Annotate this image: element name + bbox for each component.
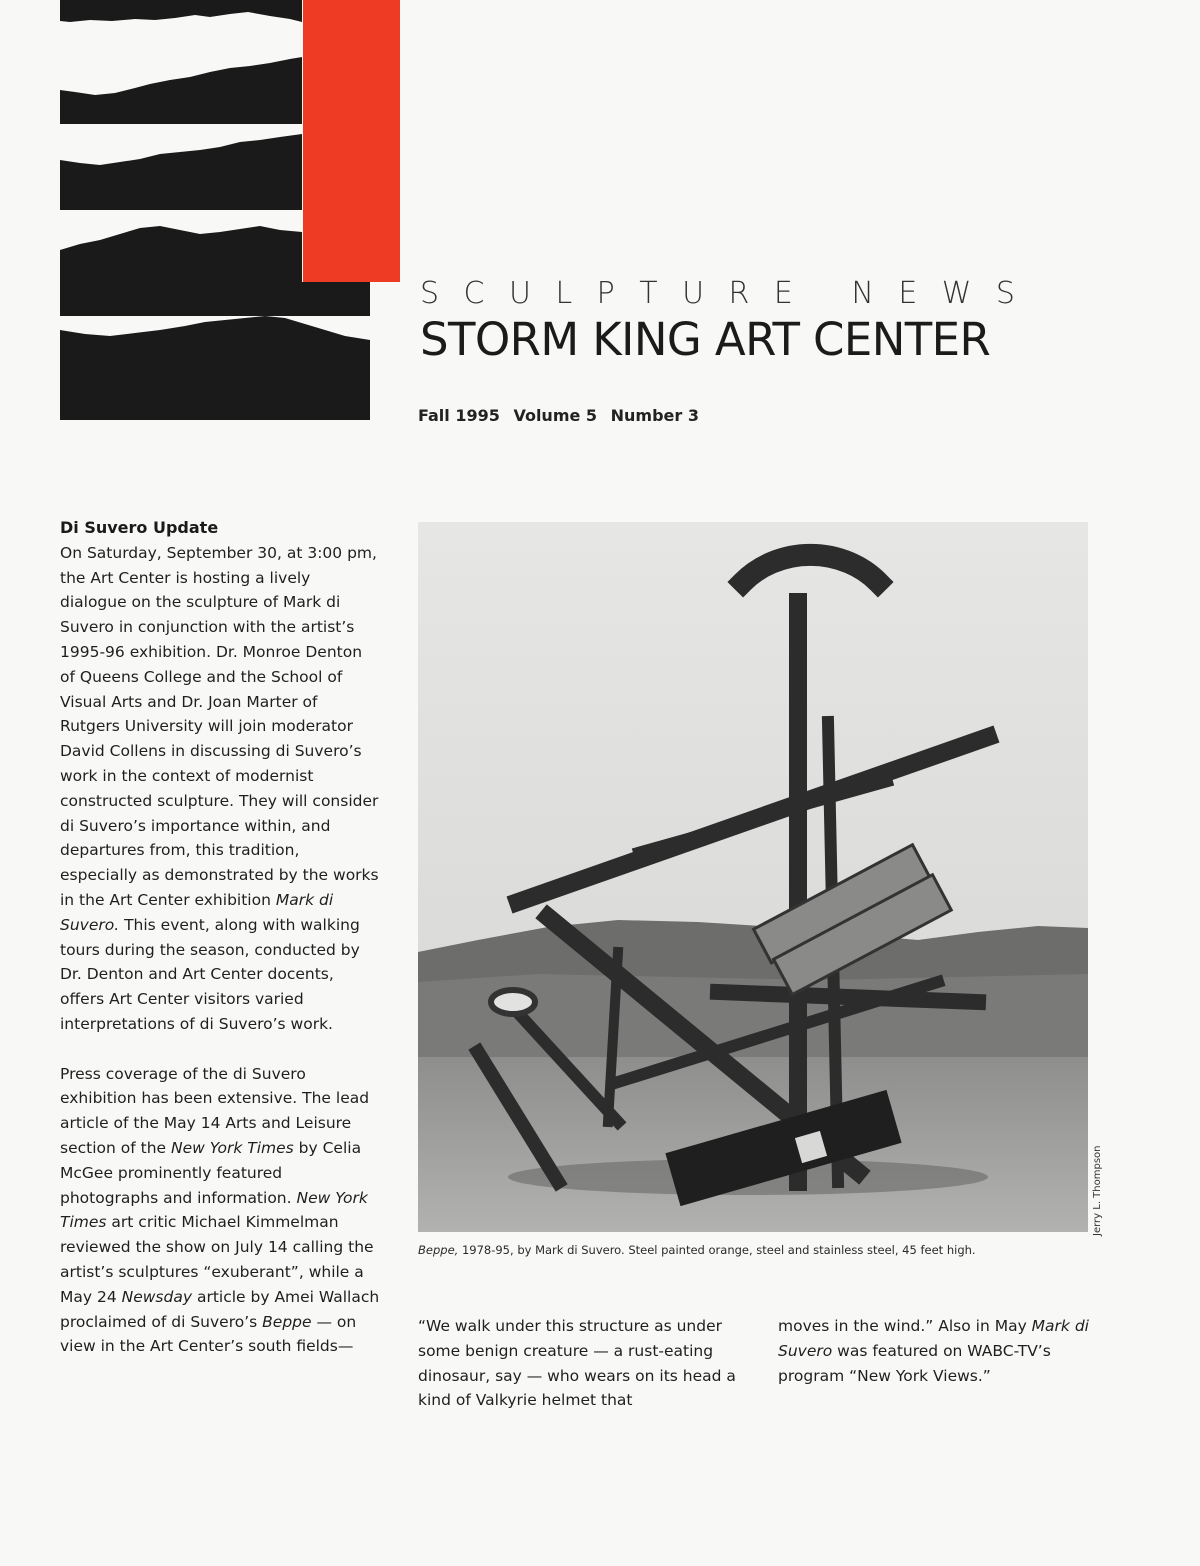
logo-mountain-band-5 bbox=[60, 316, 370, 420]
sculpture-photograph bbox=[418, 522, 1088, 1232]
storm-king-logo bbox=[0, 0, 400, 440]
article-column-2 bbox=[418, 1314, 738, 1413]
caption-text: 1978-95, by Mark di Suvero. Steel painted orange, steel and stainless steel, 45 feet high. bbox=[458, 1243, 976, 1257]
caption-title: Beppe, bbox=[418, 1243, 459, 1257]
masthead bbox=[420, 276, 1120, 366]
article-quote: “We walk under this structure as under some benign creature — a rust-eating dinosaur, say — who wears on its head a kind of Valkyrie helmet that bbox=[418, 1317, 736, 1410]
article-paragraph-2: Press coverage of the di Suvero exhibition has been extensive. The lead article of the May 14 Arts and Leisure section of the New York Times by Celia McGee prominently featured photographs and information. New York Times art critic Michael Kimmelman reviewed the show on July 14 calling the artist’s sculptures “exuberant”, while a May 24 Newsday article by Amei Wallach proclaimed of di Suvero’s Beppe — on view in the Art Center’s south fields— bbox=[60, 1064, 380, 1356]
logo-mountain-band-3 bbox=[60, 134, 302, 210]
photo-credit bbox=[1092, 1124, 1106, 1244]
article-closing: moves in the wind.” Also in May Mark di Suvero was featured on WABC-TV’s program “New York Views.” bbox=[778, 1317, 1089, 1385]
issue-line bbox=[418, 406, 707, 425]
article-heading: Di Suvero Update bbox=[60, 518, 219, 537]
photo-credit-text: Jerry L. Thompson bbox=[1092, 1145, 1103, 1236]
logo-red-bar bbox=[303, 0, 400, 282]
logo-mountain-band-2 bbox=[60, 57, 302, 124]
article-paragraph-1: On Saturday, September 30, at 3:00 pm, the Art Center is hosting a lively dialogue on the sculpture of Mark di Suvero in conjunction with the artist’s 1995-96 exhibition. Dr. Monroe Denton of Queens College and the School of Visual Arts and Dr. Joan Marter of Rutgers University will join moderator David Collens in discussing di Suvero’s work in the context of modernist constructed sculpture. They will consider di Suvero’s importance within, and departures from, this tradition, especially as demonstrated by the works in the Art Center exhibition Mark di Suvero. This event, along with walking tours during the season, conducted by Dr. Denton and Art Center docents, offers Art Center visitors varied interpretations of di Suvero’s work. bbox=[60, 543, 379, 1033]
issue-season: Fall 1995 bbox=[418, 406, 500, 425]
issue-volume: Volume 5 bbox=[513, 406, 598, 425]
photo-caption bbox=[418, 1243, 976, 1257]
masthead-kicker: SCULPTURE NEWS bbox=[420, 276, 1040, 311]
issue-number: Number 3 bbox=[610, 406, 699, 425]
masthead-title: STORM KING ART CENTER bbox=[420, 313, 991, 366]
article-column-3 bbox=[778, 1314, 1098, 1388]
article-column-1 bbox=[60, 516, 380, 1359]
logo-mountain-band-1 bbox=[60, 0, 302, 22]
